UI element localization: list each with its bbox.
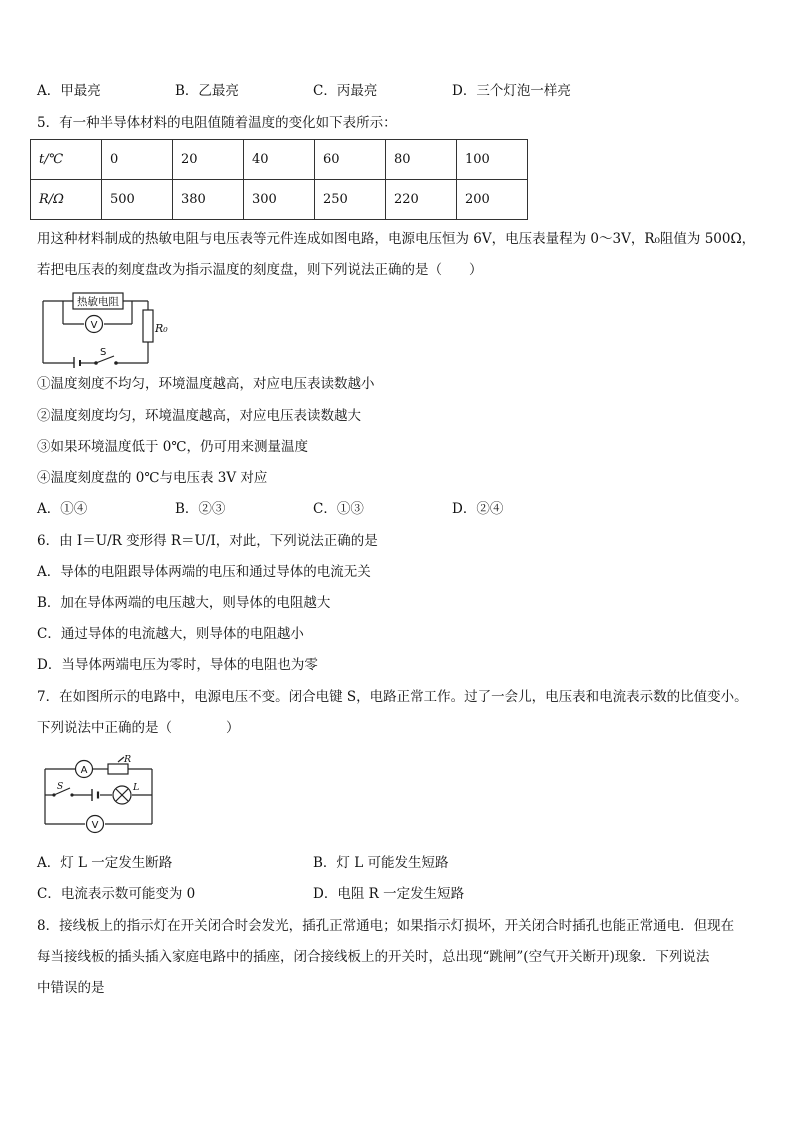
thermistor-label: 热敏电阻 bbox=[77, 296, 119, 308]
table-cell: 20 bbox=[173, 140, 244, 180]
ammeter-label: A bbox=[80, 765, 88, 776]
q5-description-line-2: 若把电压表的刻度盘改为指示温度的刻度盘，则下列说法正确的是（ ） bbox=[37, 262, 483, 278]
q4-option-d: D．三个灯泡一样亮 bbox=[452, 83, 571, 99]
q5-table bbox=[30, 139, 528, 220]
resistor-r0-symbol bbox=[143, 310, 153, 342]
q5-option-d: D．②④ bbox=[452, 501, 504, 517]
table-cell: 250 bbox=[315, 180, 386, 220]
q6-option-b: B．加在导体两端的电压越大，则导体的电阻越大 bbox=[37, 595, 331, 611]
table-row-label: t/℃ bbox=[31, 140, 102, 180]
switch-label: S bbox=[57, 782, 64, 792]
q7-option-c: C．电流表示数可能变为 0 bbox=[37, 886, 196, 902]
q4-option-b: B．乙最亮 bbox=[175, 83, 239, 99]
table-cell: 100 bbox=[457, 140, 528, 180]
switch-label: S bbox=[100, 347, 107, 358]
q7-circuit-diagram bbox=[40, 754, 158, 834]
voltmeter-label: V bbox=[91, 820, 99, 831]
q5-statement-1: ①温度刻度不均匀，环境温度越高，对应电压表读数越小 bbox=[37, 376, 375, 392]
q8-stem-line-3: 中错误的是 bbox=[37, 980, 105, 996]
table-cell: 80 bbox=[386, 140, 457, 180]
q6-option-d: D．当导体两端电压为零时，导体的电阻也为零 bbox=[37, 657, 318, 673]
table-cell: 0 bbox=[102, 140, 173, 180]
resistor-r-label: R bbox=[124, 754, 132, 765]
q5-circuit-diagram bbox=[38, 288, 168, 368]
resistor-r0-label: R₀ bbox=[155, 322, 168, 335]
q5-statement-3: ③如果环境温度低于 0℃，仍可用来测量温度 bbox=[37, 439, 308, 455]
table-cell: 220 bbox=[386, 180, 457, 220]
q5-description-line-1: 用这种材料制成的热敏电阻与电压表等元件连成如图电路，电源电压恒为 6V，电压表量程为 0～3V，R₀阻值为 500Ω， bbox=[37, 231, 756, 247]
table-cell: 300 bbox=[244, 180, 315, 220]
table-row-label: R/Ω bbox=[31, 180, 102, 220]
table-cell: 200 bbox=[457, 180, 528, 220]
q5-option-c: C．①③ bbox=[313, 501, 364, 517]
q7-option-d: D．电阻 R 一定发生短路 bbox=[313, 886, 465, 902]
q7-stem-line-2: 下列说法中正确的是（ ） bbox=[37, 720, 240, 736]
table-cell: 60 bbox=[315, 140, 386, 180]
q6-option-a: A．导体的电阻跟导体两端的电压和通过导体的电流无关 bbox=[37, 564, 371, 580]
q8-stem-line-2: 每当接线板的插头插入家庭电路中的插座，闭合接线板上的开关时，总出现“跳闸”(空气开关断开)现象．下列说法 bbox=[37, 949, 710, 965]
q6-stem: 6．由 I＝U/R 变形得 R＝U/I，对此，下列说法正确的是 bbox=[37, 533, 378, 549]
table-row bbox=[31, 180, 528, 220]
resistor-r-symbol bbox=[108, 764, 128, 774]
table-row bbox=[31, 140, 528, 180]
q8-stem-line-1: 8．接线板上的指示灯在开关闭合时会发光，插孔正常通电；如果指示灯损坏，开关闭合时插孔也能正常通电．但现在 bbox=[37, 918, 735, 934]
q4-option-c: C．丙最亮 bbox=[313, 83, 378, 99]
q5-option-a: A．①④ bbox=[37, 501, 88, 517]
q5-statement-2: ②温度刻度均匀，环境温度越高，对应电压表读数越大 bbox=[37, 408, 361, 424]
table-cell: 40 bbox=[244, 140, 315, 180]
voltmeter-label: V bbox=[90, 320, 98, 331]
q5-statement-4: ④温度刻度盘的 0℃与电压表 3V 对应 bbox=[37, 470, 268, 486]
q5-option-b: B．②③ bbox=[175, 501, 226, 517]
table-cell: 500 bbox=[102, 180, 173, 220]
q4-option-a: A．甲最亮 bbox=[37, 83, 101, 99]
q6-option-c: C．通过导体的电流越大，则导体的电阻越小 bbox=[37, 626, 304, 642]
q7-stem-line-1: 7．在如图所示的电路中，电源电压不变。闭合电键 S，电路正常工作。过了一会儿，电压表和电流表示数的比值变小。 bbox=[37, 689, 748, 705]
q5-stem: 5．有一种半导体材料的电阻值随着温度的变化如下表所示： bbox=[37, 115, 397, 131]
q7-option-a: A．灯 L 一定发生断路 bbox=[37, 855, 173, 871]
lamp-label: L bbox=[133, 782, 140, 793]
q7-option-b: B．灯 L 可能发生短路 bbox=[313, 855, 449, 871]
table-cell: 380 bbox=[173, 180, 244, 220]
